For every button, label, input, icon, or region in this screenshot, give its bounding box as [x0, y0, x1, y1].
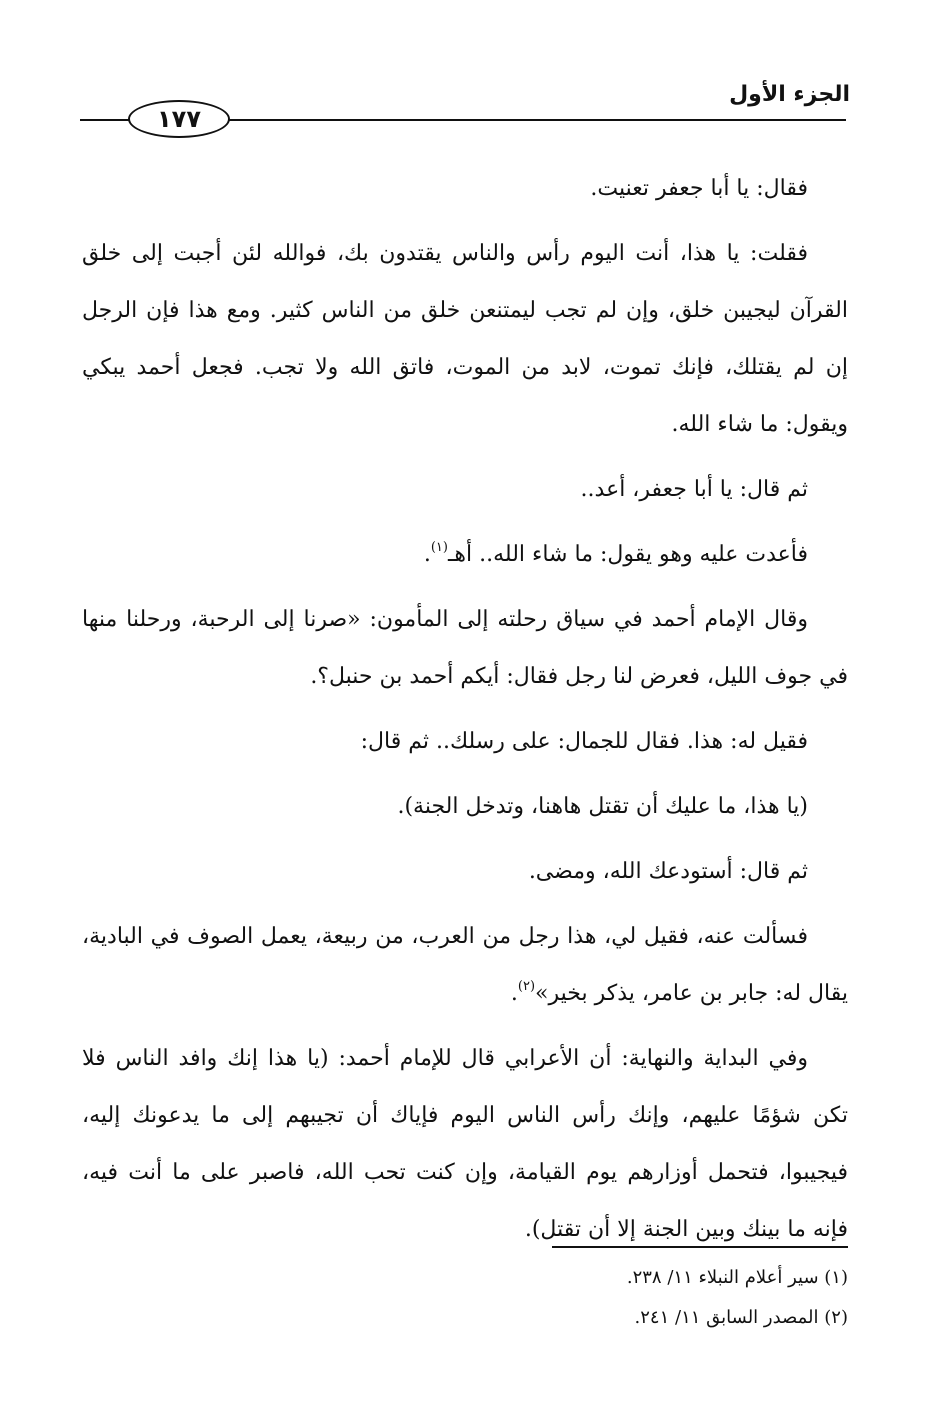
footnotes: [82, 1258, 848, 1338]
paragraph: فسألت عنه، فقيل لي، هذا رجل من العرب، من ربيعة، يعمل الصوف في البادية، يقال له: جابر بن عامر، يذكر بخير»$^{(٢)}$.: [82, 924, 848, 1006]
footnote: (١) سير أعلام النبلاء ١١/ ٢٣٨.: [626, 1267, 848, 1288]
paragraph: فقيل له: هذا. فقال للجمال: على رسلك.. ثم قال:: [360, 729, 808, 754]
footnote-marker: (١): [430, 540, 448, 555]
main-text: [82, 160, 848, 1266]
paragraph: فقلت: يا هذا، أنت اليوم رأس والناس يقتدون بك، فوالله لئن أجبت إلى خلق القرآن ليجيبن خلق، وإن لم تجب ليمتنعن خلق من الناس كثير. ومع هذا فإن الرجل إن لم يقتلك، فإنك تموت، لابد من الموت، فاتق الله ولا تجب. فجعل أحمد يبكي ويقول: ما شاء الله.: [82, 241, 848, 437]
page-number-badge: ١٧٧: [128, 100, 230, 138]
paragraph: فقال: يا أبا جعفر تعنيت.: [590, 176, 808, 201]
paragraph: ثم قال: أستودعك الله، ومضى.: [528, 859, 808, 884]
footnote-separator: [552, 1246, 848, 1248]
paragraph: وقال الإمام أحمد في سياق رحلته إلى المأمون: «صرنا إلى الرحبة، ورحلنا منها في جوف الليل، فعرض لنا رجل فقال: أيكم أحمد بن حنبل؟.: [82, 607, 848, 689]
running-header-title: الجزء الأول: [729, 82, 850, 107]
paragraph: (يا هذا، ما عليك أن تقتل هاهنا، وتدخل الجنة).: [397, 794, 808, 819]
paragraph: وفي البداية والنهاية: أن الأعرابي قال للإمام أحمد: (يا هذا إنك وافد الناس فلا تكن شؤمًا عليهم، وإنك رأس الناس اليوم فإياك أن تجيبهم إلى ما يدعونك إليه، فيجيبوا، فتحمل أوزارهم يوم القيامة، وإن كنت تحب الله، فاصبر على ما أنت فيه، فإنه ما بينك وبين الجنة إلا أن تقتل).: [82, 1046, 848, 1242]
paragraph: فأعدت عليه وهو يقول: ما شاء الله.. أهـ$^{(١)}$.: [423, 540, 808, 567]
footnote: (٢) المصدر السابق ١١/ ٢٤١.: [634, 1307, 848, 1328]
paragraph: ثم قال: يا أبا جعفر، أعد..: [580, 477, 808, 502]
footnote-marker: (٢): [517, 979, 536, 994]
